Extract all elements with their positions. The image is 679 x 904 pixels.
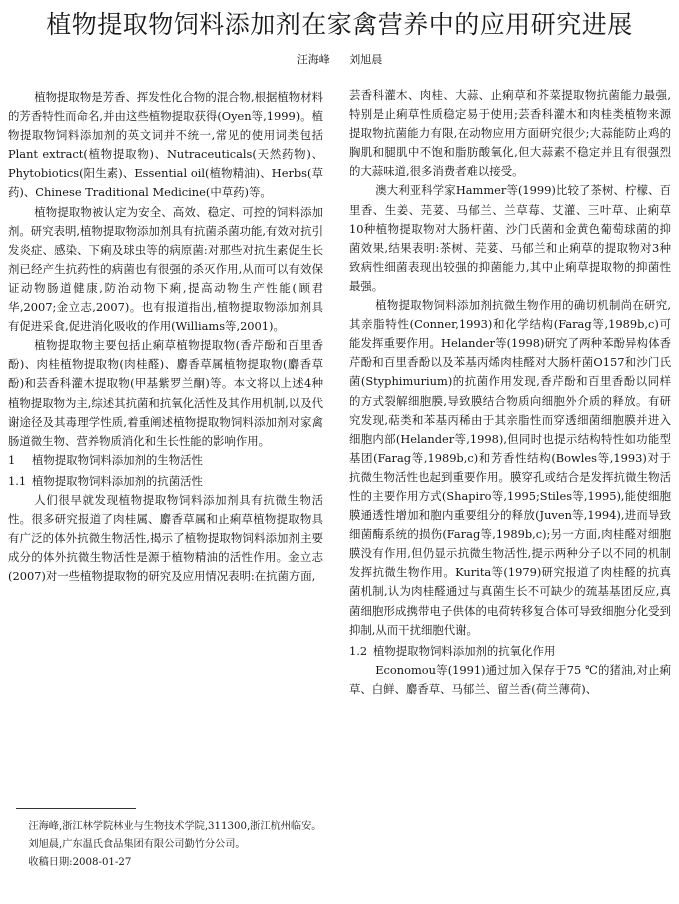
paper-title: 植物提取物饲料添加剂在家禽营养中的应用研究进展 (46, 10, 633, 39)
author-line (0, 52, 679, 68)
subsection-number: 1.2 (349, 643, 368, 658)
left-column (8, 88, 323, 586)
author-name: 刘旭晨 (349, 53, 383, 66)
author-name: 汪海峰 (296, 53, 330, 66)
footnotes (8, 818, 323, 872)
body-paragraph: 植物提取物被认定为安全、高效、稳定、可控的饲料添加剂。研究表明,植物提取物添加剂具有抗菌杀菌功能,有效对抗引发炎症、感染、下痢及球虫等的病原菌:对那些对抗生素促生长剂已经产生抗药性的病菌也有很强的杀灭作用,从而可以有效保证动物肠道健康,防治动物下痢,提高动物生产性能(顾君华,2007;金立志,2007)。也有报道指出,植物提取物添加剂具有促进采食,促进消化吸收的作用(Williams等,2001)。 (8, 204, 323, 334)
right-column (349, 86, 671, 699)
section-heading (8, 451, 323, 470)
section-title: 植物提取物饲料添加剂的生物活性 (32, 452, 203, 467)
footnote-received-date: 收稿日期:2008-01-27 (28, 857, 132, 868)
body-paragraph: 人们很早就发现植物提取物饲料添加剂具有抗微生物活性。很多研究报道了肉桂属、麝香草属和止痢草植物提取物具有广泛的体外抗微生物活性,揭示了植物提取物饲料添加剂主要成分的体外抗微生物活性是源于植物精油的活性作用。金立志(2007)对一些植物提取物的研究及应用情况表明:在抗菌方面, (8, 492, 323, 584)
footnote-author-affiliation: 刘旭晨,广东温氏食品集团有限公司勤竹分公司。 (28, 839, 246, 850)
subsection-title: 植物提取物饲料添加剂的抗氧化作用 (373, 643, 556, 658)
body-paragraph: 植物提取物饲料添加剂抗微生物作用的确切机制尚在研究,其亲脂特性(Conner,1993)和化学结构(Farag等,1989b,c)可能发挥重要作用。Helander等(1998)研究了两种苯酚异构体香芹酚和百里香酚以及苯基丙烯肉桂醛对大肠杆菌O157和沙门氏菌(Styphimurium)的抗菌作用发现,香芹酚和百里香酚以同样的方式裂解细胞膜,导致膜结合物质向细胞外介质的释放。有研究发现,萜类和苯基丙稀由于其亲脂性而穿透细菌细胞膜并进入细胞内部(Helander等,1998),但同时也提示结构特性如功能型基团(Farag等,1989b,c)和芳香性结构(Bowles等,1993)对于抗微生物活性也起到重要作用。膜穿孔或结合是发挥抗微生物活性的主要作用方式(Shapiro等,1995;Stiles等,1995),能使细胞膜通透性增加和胞内重要组分的释放(Juven等,1994),进而导致细菌酶系统的损伤(Farag等,1989b,c);另一方面,肉桂醛对细胞膜没有作用,但仍显示抗微生物活性,提示两种分子以不同的机制发挥抗微生物作用。Kurita等(1979)研究报道了肉桂醛的抗真菌机制,认为肉桂醛通过与真菌生长不可缺少的巯基基团反应,真菌细胞形成携带电子供体的电荷转移复合体可导致细胞分化受到抑制,从而干扰细胞代谢。 (349, 298, 671, 637)
section-number: 1 (8, 452, 16, 467)
footnote-divider (16, 808, 136, 809)
body-paragraph: 植物提取物主要包括止痢草植物提取物(香芹酚和百里香酚)、肉桂植物提取物(肉桂醛)、麝香草属植物提取物(麝香草酚)和芸香科灌木提取物(甲基紫罗兰酮)等。本文将以上述4种植物提取物为主,综述其抗菌和抗氧化活性及其作用机制,以及代谢途径及其毒理学性质,着重阐述植物提取物饲料添加剂对家禽肠道微生物、营养物质消化和生长性能的影响作用。 (8, 338, 323, 448)
subsection-heading (8, 472, 323, 491)
body-paragraph: 植物提取物是芳香、挥发性化合物的混合物,根据植物材料的芳香特性而命名,并由这些植物提取获得(Oyen等,1999)。植物提取物饲料添加剂的英文词并不统一,常见的使用词类包括Plant extract(植物提取物)、Nutraceuticals(天然药物)、Phytobiotics(阳生素)、Essential oil(植物精油)、Herbs(草药)、Chinese Traditional Medicine(中草药)等。 (8, 90, 323, 200)
footnote-author-affiliation: 汪海峰,浙江林学院林业与生物技术学院,311300,浙江杭州临安。 (28, 821, 322, 832)
body-paragraph: 芸香科灌木、肉桂、大蒜、止痢草和芥菜提取物抗菌能力最强,特别是止痢草性质稳定易于使用;芸香科灌木和肉桂类植物来源提取物抗菌能力有限,在动物应用方面研究很少;大蒜能防止鸡的胸肌和腿肌中不饱和脂肪酸氧化,但大蒜素不稳定并且有很强烈的大蒜味道,很多消费者难以接受。 (349, 88, 671, 179)
subsection-number: 1.1 (8, 473, 27, 488)
subsection-heading (349, 642, 671, 661)
body-paragraph: 澳大利亚科学家Hammer等(1999)比较了茶树、柠檬、百里香、生姜、芫荽、马郁兰、兰草莓、艾灌、三叶草、止痢草10种植物提取物对大肠杆菌、沙门氏菌和金黄色葡萄球菌的抑菌效果,结果表明:茶树、芫荽、马郁兰和止痢草的提取物对3种致病性细菌表现出较强的抑菌能力,其中止痢草提取物的抑菌性最强。 (349, 183, 671, 293)
subsection-title: 植物提取物饲料添加剂的抗菌活性 (32, 473, 203, 488)
body-paragraph: Economou等(1991)通过加入保存于75 ℃的猪油,对止痢草、白鲜、麝香草、马郁兰、留兰香(荷兰薄荷)、 (349, 662, 671, 696)
